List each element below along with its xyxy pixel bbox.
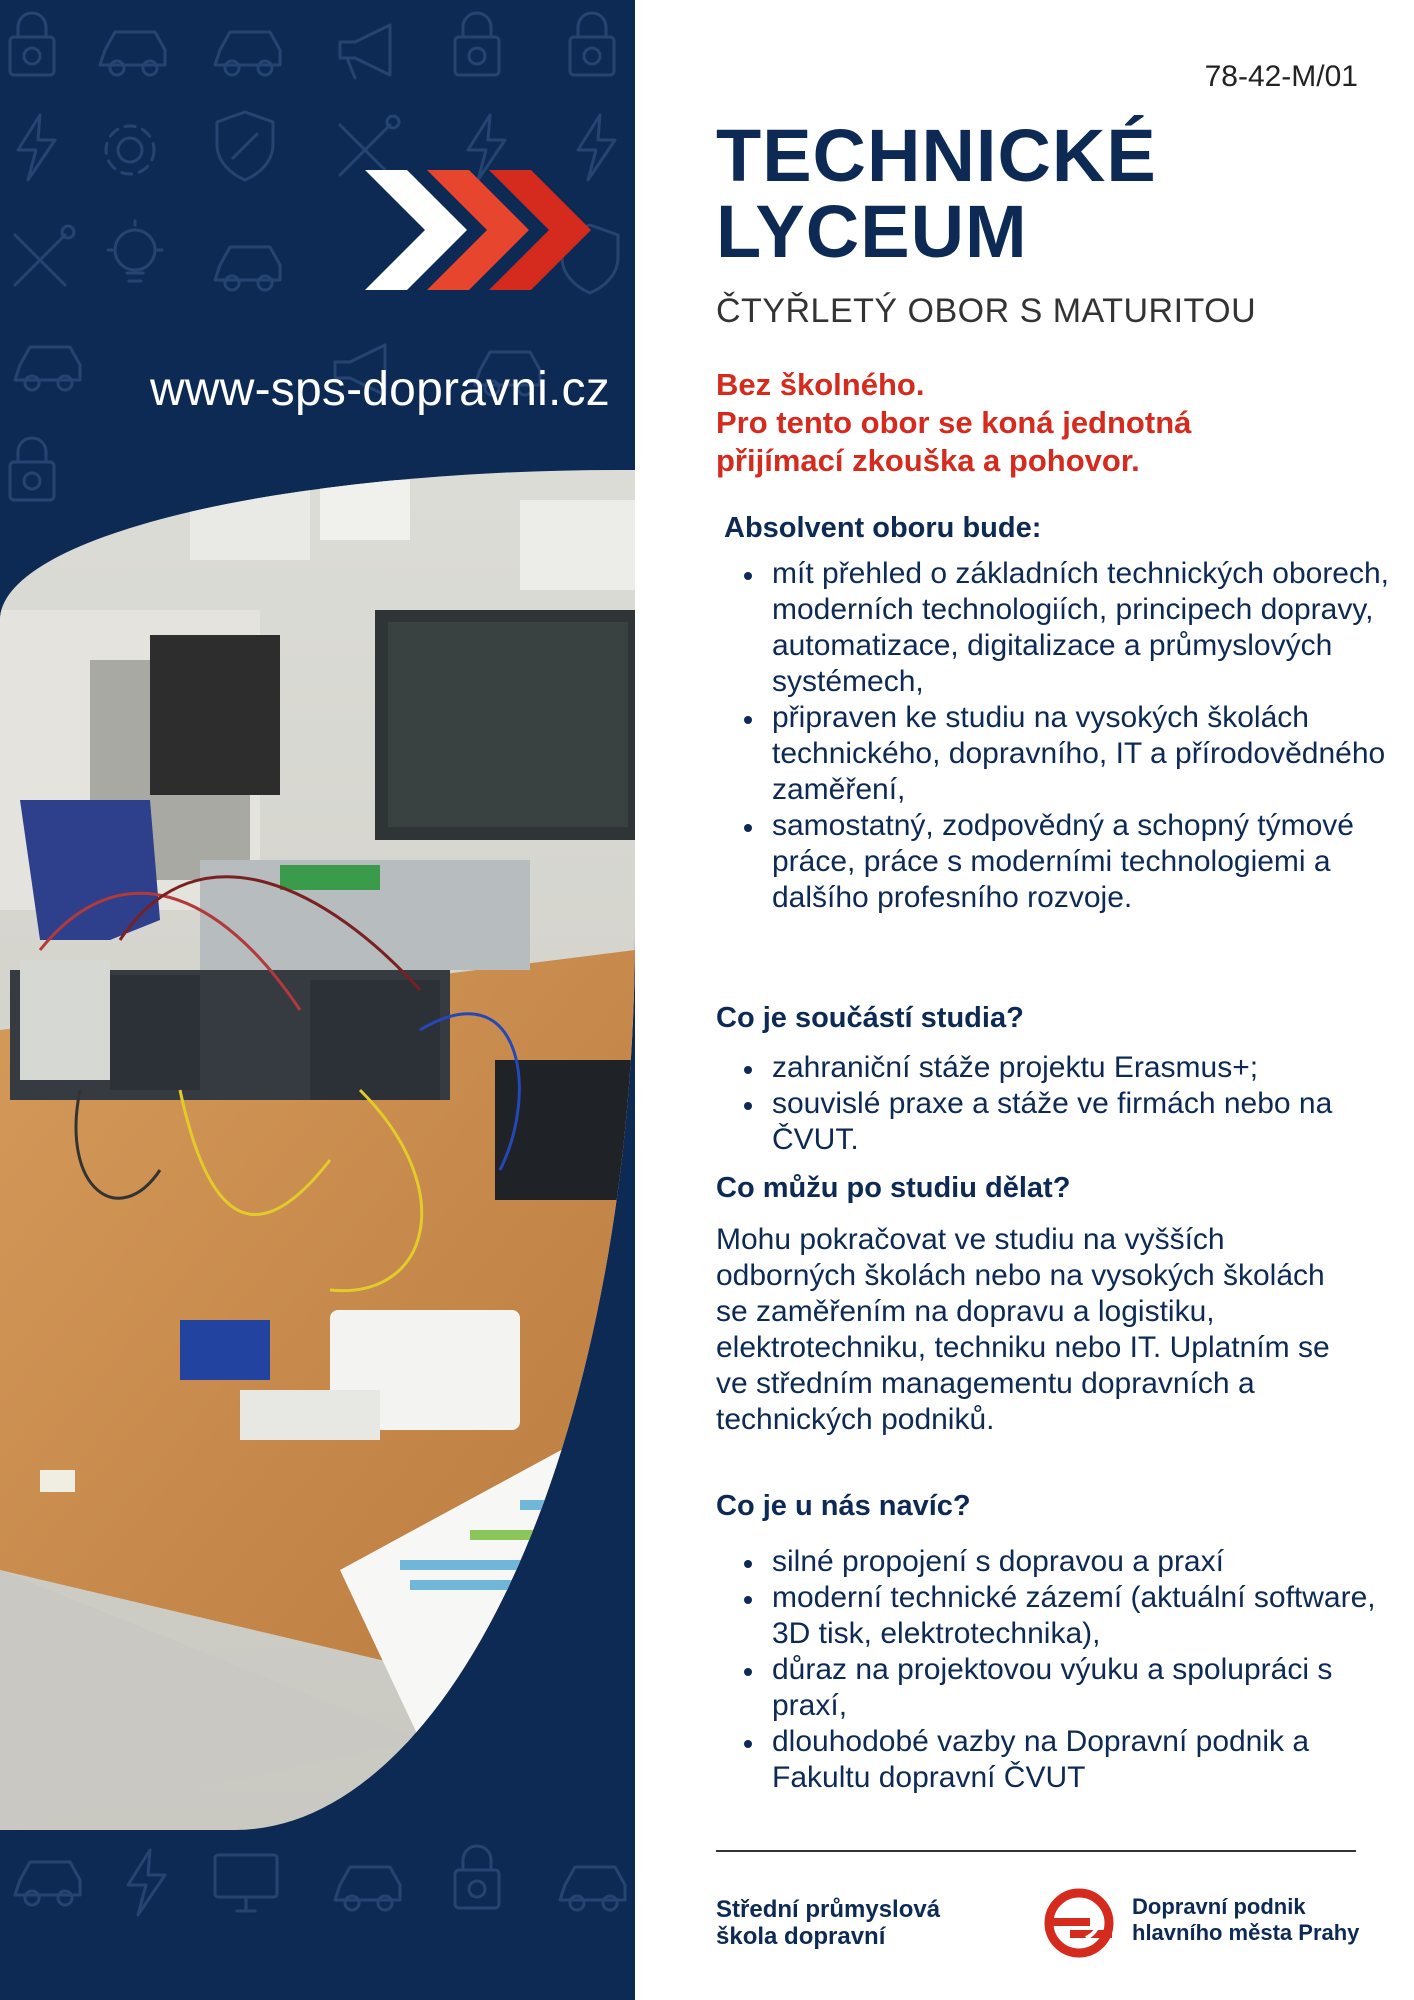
partner-name-line: hlavního města Prahy	[1132, 1920, 1360, 1945]
partner-name-line: Dopravní podnik	[1132, 1894, 1306, 1919]
padlock-gear-icon	[455, 13, 499, 75]
car-icon	[15, 1862, 80, 1905]
page-title	[716, 114, 1157, 273]
list-item: zahraniční stáže projektu Erasmus+;	[772, 1050, 1392, 1086]
list-item: důraz na projektovou výuku a spolupráci s praxí,	[772, 1652, 1392, 1724]
chevron-arrows-icon	[365, 160, 595, 300]
partner-name	[1132, 1894, 1359, 1946]
school-name-line: Střední průmyslová	[716, 1896, 941, 1923]
dpp-logo-icon	[1040, 1888, 1118, 1958]
padlock-gear-icon	[10, 13, 54, 75]
title-line: TECHNICKÉ	[716, 114, 1157, 197]
list-item: souvislé praxe a stáže ve firmách nebo na ČVUT.	[772, 1086, 1392, 1158]
list-item: připraven ke studiu na vysokých školách technického, dopravního, IT a přírodovědného zaměření,	[772, 700, 1392, 808]
left-panel	[0, 0, 635, 2000]
note-line: Bez školného.	[716, 367, 925, 402]
partner-logo-block	[1040, 1888, 1380, 1958]
school-name-line: škola dopravní	[716, 1923, 886, 1950]
car-icon	[335, 1867, 400, 1910]
website-link[interactable]: www-sps-dopravni.cz	[150, 363, 610, 416]
car-icon	[215, 247, 280, 290]
section-heading-graduate: Absolvent oboru bude:	[724, 512, 1042, 544]
note-line: přijímací zkouška a pohovor.	[716, 443, 1140, 478]
padlock-gear-icon	[10, 438, 54, 500]
padlock-gear-icon	[570, 13, 614, 75]
graduate-list	[716, 556, 1392, 916]
lightbulb-icon	[108, 221, 162, 281]
megaphone-icon	[340, 25, 390, 78]
car-icon	[100, 32, 165, 75]
shield-icon	[217, 112, 273, 180]
lightning-icon	[18, 115, 55, 180]
list-item: dlouhodobé vazby na Dopravní podnik a Fakultu dopravní ČVUT	[772, 1724, 1392, 1796]
padlock-gear-icon	[455, 1846, 499, 1908]
car-icon	[560, 1867, 625, 1910]
subtitle: ČTYŘLETÝ OBOR S MATURITOU	[716, 292, 1257, 330]
list-item: silné propojení s dopravou a praxí	[772, 1544, 1392, 1580]
after-study-text: Mohu pokračovat ve studiu na vyšších odborných školách nebo na vysokých školách se zaměřením na dopravu a logistiku, elektrotechniku, techniku nebo IT. Uplatním se ve středním managementu dopravních a technických podniků.	[716, 1223, 1330, 1436]
study-list	[716, 1050, 1392, 1158]
note-line: Pro tento obor se koná jednotná	[716, 405, 1192, 440]
section-heading-study: Co je součástí studia?	[716, 1002, 1024, 1034]
footer-divider	[716, 1850, 1356, 1852]
gear-icon	[106, 126, 154, 174]
car-icon	[215, 32, 280, 75]
list-item: mít přehled o základních technických oborech, moderních technologiích, principech dopravy, automatizace, digitalizace a průmyslových systémech,	[772, 556, 1392, 700]
wrench-screwdriver-icon	[15, 226, 74, 285]
program-code: 78-42-M/01	[1204, 60, 1358, 93]
extra-list	[716, 1544, 1392, 1796]
school-name	[716, 1896, 940, 1950]
title-line: LYCEUM	[716, 190, 1028, 273]
admission-notes	[716, 366, 1191, 480]
section-heading-after: Co můžu po studiu dělat?	[716, 1172, 1071, 1204]
section-heading-extra: Co je u nás navíc?	[716, 1490, 971, 1522]
list-item: samostatný, zodpovědný a schopný týmové práce, práce s moderními technologiemi a dalšího profesního rozvoje.	[772, 808, 1392, 916]
car-icon	[15, 347, 80, 390]
list-item: moderní technické zázemí (aktuální software, 3D tisk, elektrotechnika),	[772, 1580, 1392, 1652]
monitor-icon	[215, 1855, 277, 1911]
lightning-icon	[128, 1850, 165, 1915]
